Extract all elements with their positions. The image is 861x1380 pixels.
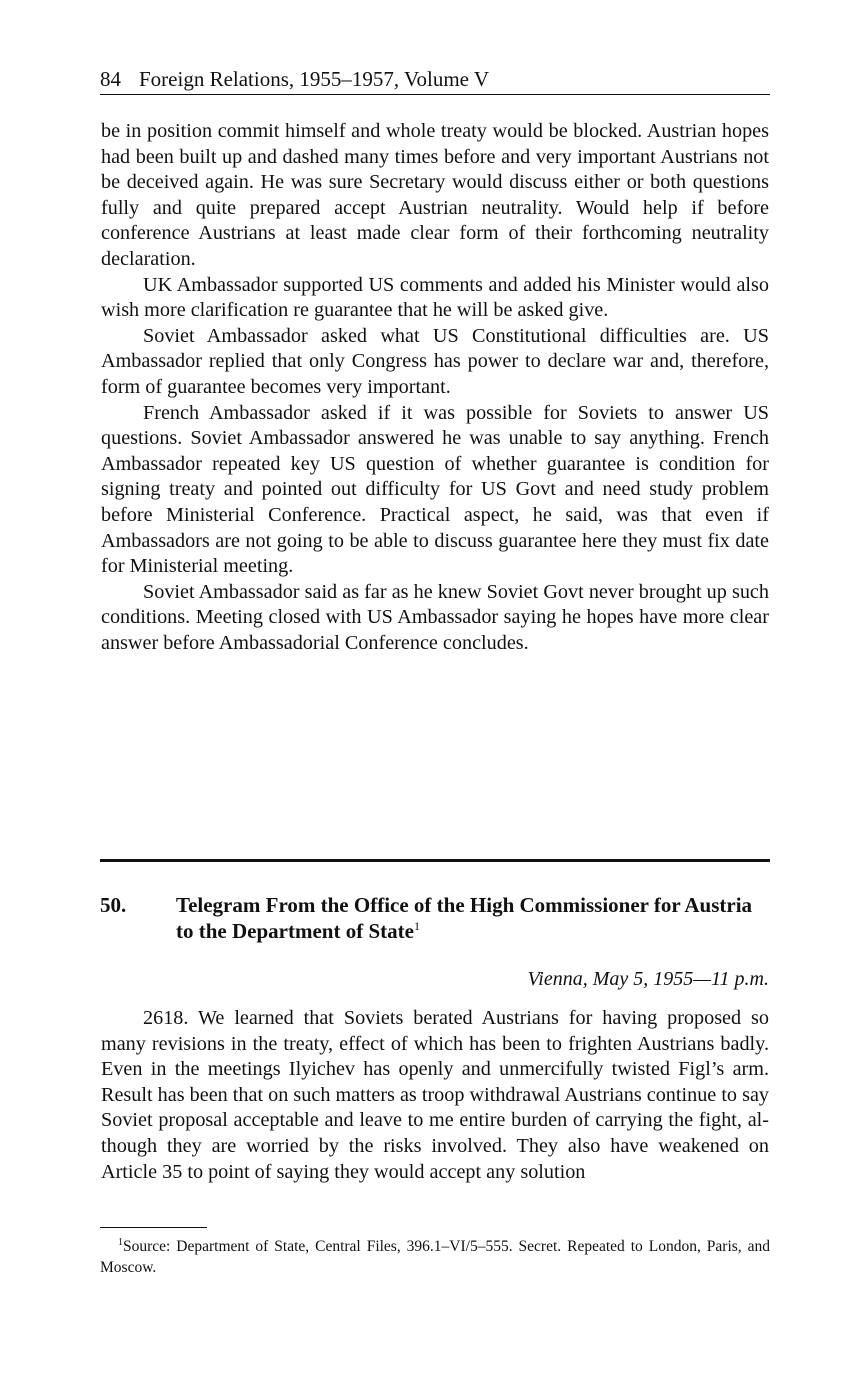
dateline: Vienna, May 5, 1955—11 p.m. [527, 968, 769, 990]
document-title-text: Telegram From the Office of the High Commissioner for Austria to the Department of State [176, 893, 753, 943]
footnote-divider [100, 1227, 207, 1228]
paragraph: Soviet Ambassador said as far as he knew Soviet Govt never brought up such conditions. Meeting closed with US Ambassador saying he hopes have more clear answer before Ambassadorial Conference concludes. [101, 580, 769, 654]
document-body [101, 1006, 769, 1185]
running-title: Foreign Relations, 1955–1957, Volume V [139, 67, 490, 91]
section-divider [100, 859, 770, 862]
paragraph: be in position commit himself and whole treaty would be blocked. Austrian hopes had been built up and dashed many times before and very important Austrians not be deceived again. He was sure Secretary would discuss either or both questions fully and quite prepared accept Austrian neutrality. Would help if before conference Austrians at least made clear form of their forthcoming neutrality declaration. [101, 120, 769, 270]
footnote-reference: 1 [413, 919, 420, 933]
running-header [100, 64, 770, 95]
page-number: 84 [100, 67, 121, 91]
document-title [176, 892, 756, 944]
document-number: 50. [100, 893, 127, 917]
paragraph: UK Ambassador supported US comments and added his Minister would also wish more clarification re guarantee that he will be asked give. [101, 273, 769, 322]
paragraph: Soviet Ambassador asked what US Constitutional difficulties are. US Ambassador replied that only Congress has power to declare war and, therefore, form of guarantee becomes very important. [101, 324, 769, 398]
footnote-text: Source: Department of State, Central Files, 396.1–VI/5–555. Secret. Repeated to London, Paris, and Moscow. [100, 1238, 770, 1276]
footnote [100, 1236, 770, 1278]
footnote-marker: 1 [118, 1237, 123, 1248]
paragraph: 2618. We learned that Soviets berated Austrians for having proposed so many revisions in the treaty, effect of which has been to frighten Austrians badly. Even in the meetings Ilyichev has openly and unmercifully twisted Figl’s arm. Result has been that on such matters as troop withdrawal Austrians continue to say Soviet proposal acceptable and leave to me entire burden of carrying the fight, although they are worried by the risks involved. They also have weakened on Article 35 to point of saying they would accept any solution [101, 1007, 769, 1183]
continuation-text [101, 119, 769, 656]
paragraph: French Ambassador asked if it was possible for Soviets to answer US questions. Soviet Ambassador answered he was unable to say anything. French Ambassador repeated key US question of whether guarantee is condition for signing treaty and pointed out difficulty for US Govt and need study problem before Ministerial Conference. Practical aspect, he said, was that even if Ambassadors are not going to be able to discuss guarantee here they must fix date for Ministerial meeting. [101, 401, 769, 578]
